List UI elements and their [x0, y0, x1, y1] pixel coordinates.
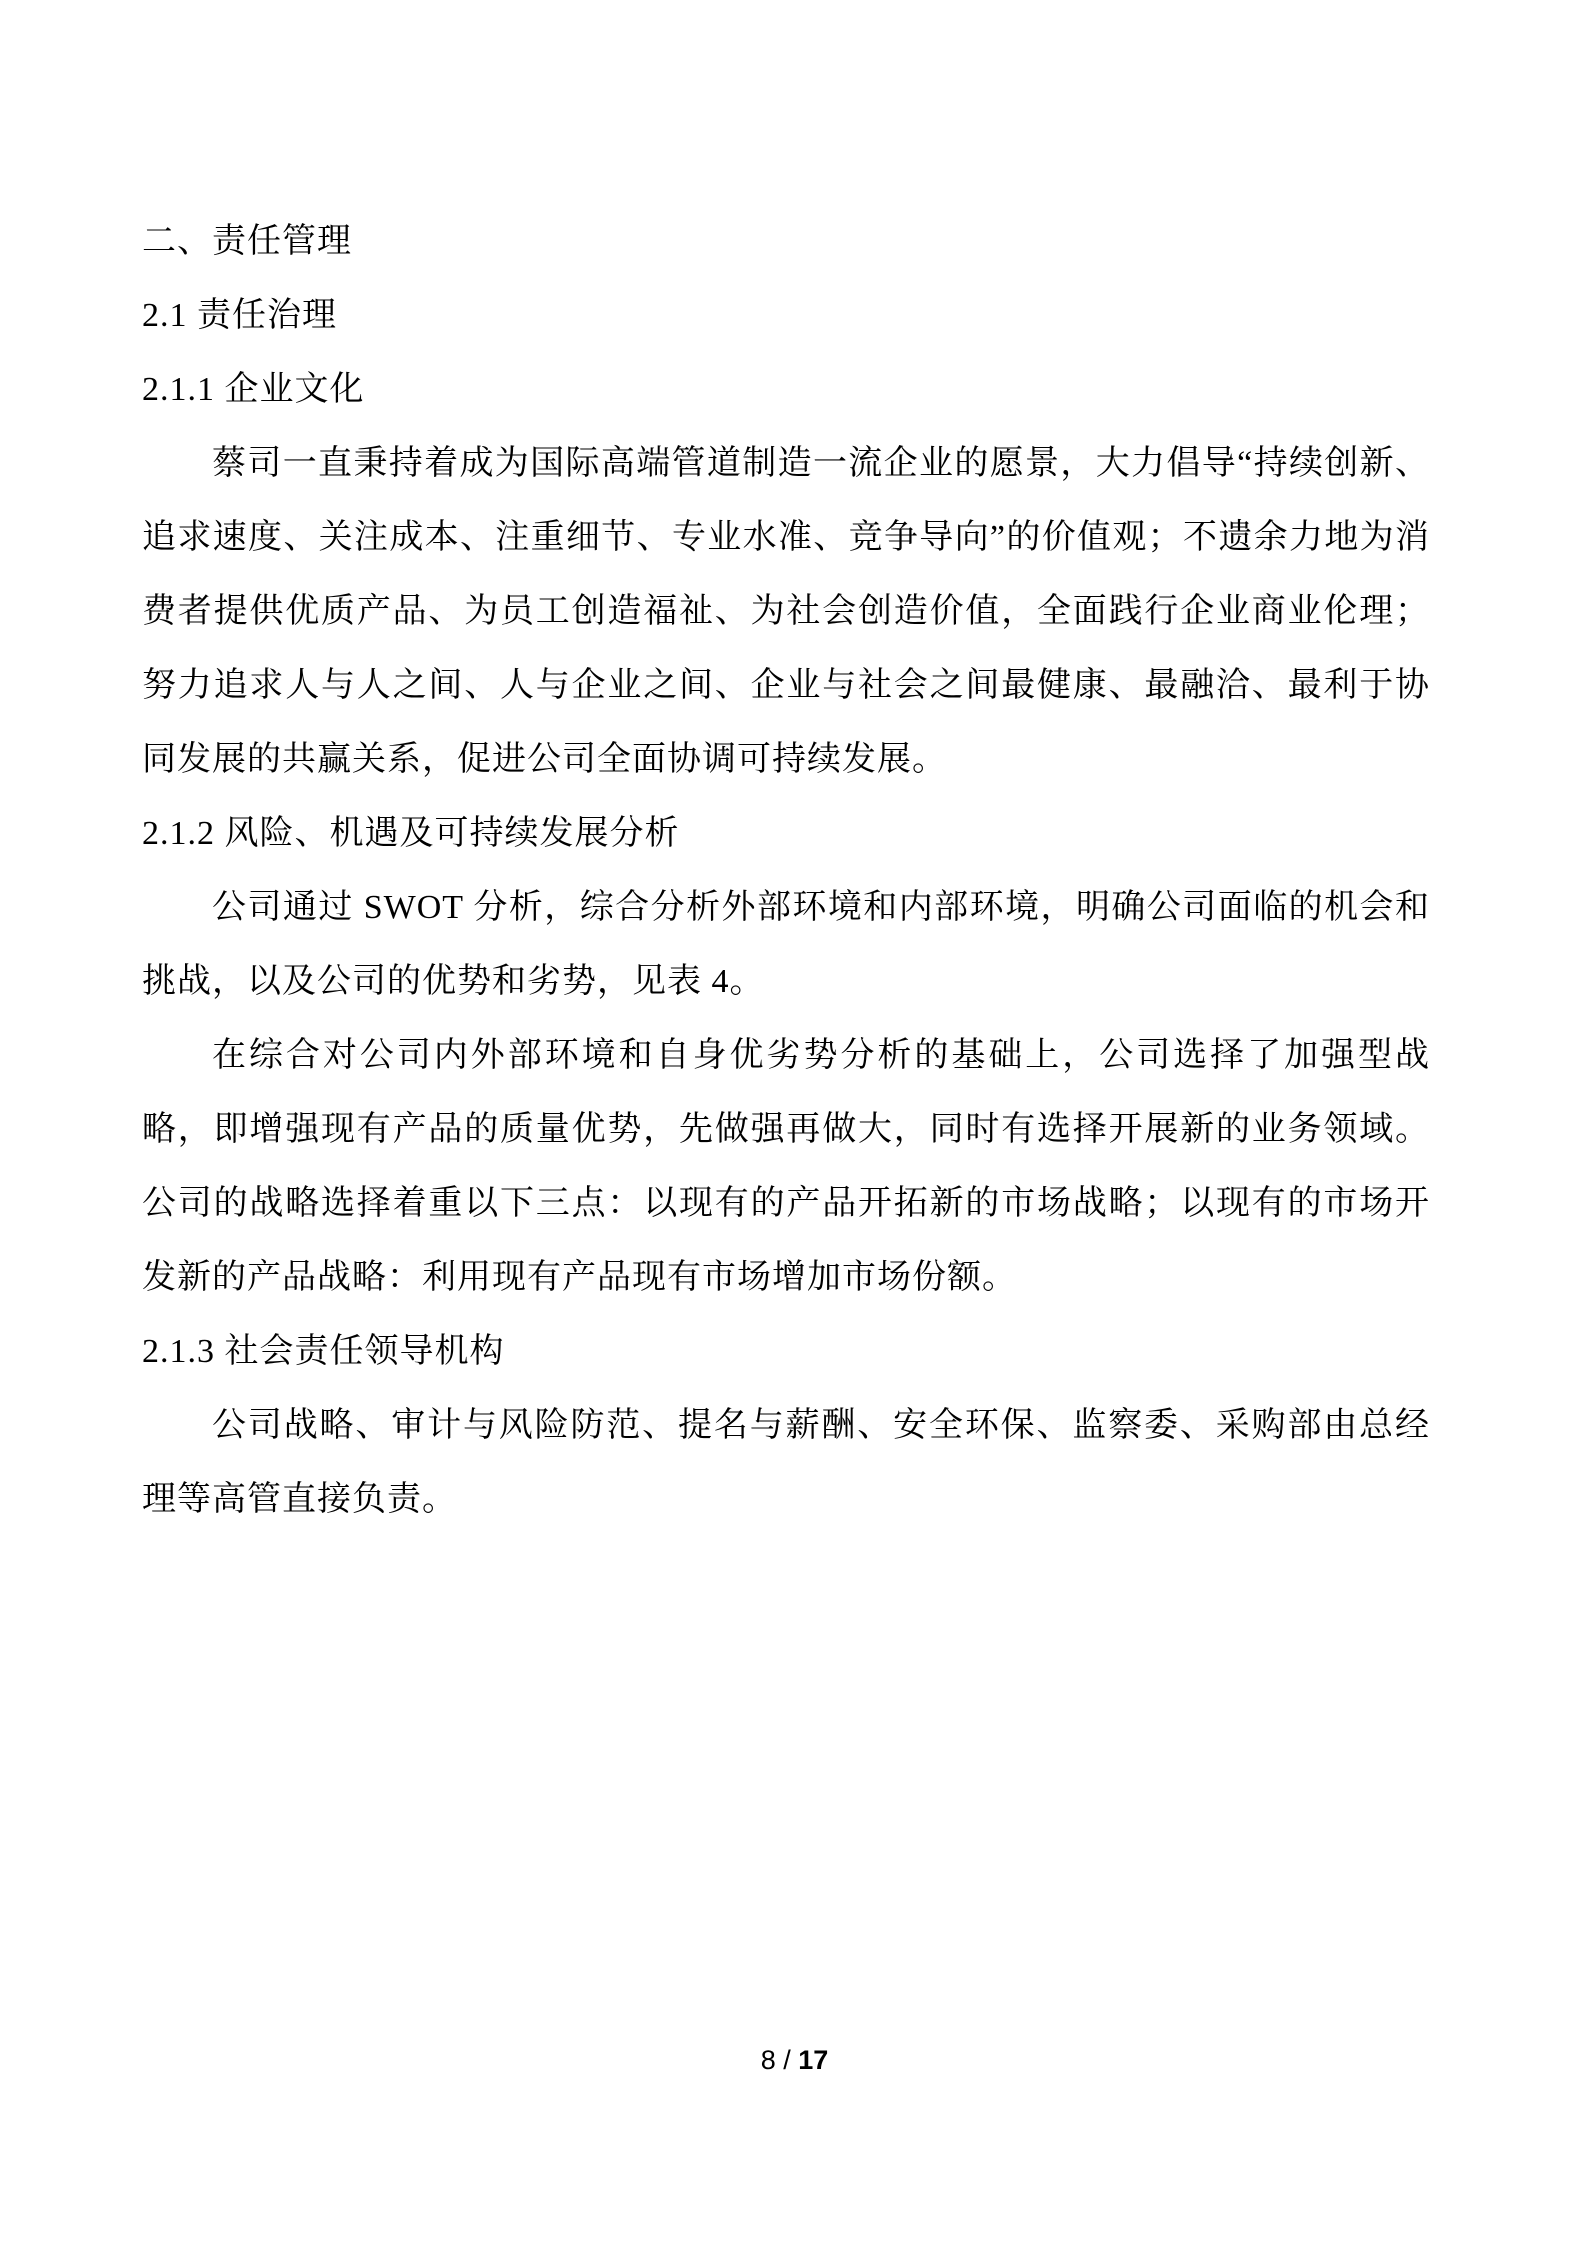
- section-heading-2-1-1: 2.1.1 企业文化: [142, 371, 365, 408]
- body-paragraph-culture: 蔡司一直秉持着成为国际高端管道制造一流企业的愿景，大力倡导“持续创新、追求速度、关注成本、注重细节、专业水准、竞争导向”的价值观；不遗余力地为消费者提供优质产品、为员工创造福祉、为社会创造价值，全面践行企业商业伦理；努力追求人与人之间、人与企业之间、企业与社会之间最健康、最融洽、最利于协同发展的共赢关系，促进公司全面协调可持续发展。: [142, 445, 1430, 778]
- section-heading-2-1-2: 2.1.2 风险、机遇及可持续发展分析: [142, 815, 680, 852]
- page-number-total: 17: [798, 2045, 829, 2075]
- section-heading-2-1: 2.1 责任治理: [142, 297, 337, 334]
- page-footer: [0, 2042, 1589, 2078]
- section-heading-2: 二、责任管理: [142, 223, 352, 260]
- section-heading-2-1-3: 2.1.3 社会责任领导机构: [142, 1333, 505, 1370]
- page-number-separator: /: [783, 2045, 791, 2075]
- body-paragraph-swot: 公司通过 SWOT 分析，综合分析外部环境和内部环境，明确公司面临的机会和挑战，以及公司的优势和劣势，见表 4。: [142, 889, 1430, 1000]
- document-body: [142, 205, 1430, 1537]
- page-number-current: 8: [760, 2045, 776, 2075]
- body-paragraph-strategy: 在综合对公司内外部环境和自身优劣势分析的基础上，公司选择了加强型战略，即增强现有产品的质量优势，先做强再做大，同时有选择开展新的业务领域。公司的战略选择着重以下三点：以现有的产品开拓新的市场战略；以现有的市场开发新的产品战略：利用现有产品现有市场增加市场份额。: [142, 1037, 1430, 1296]
- body-paragraph-leadership: 公司战略、审计与风险防范、提名与薪酬、安全环保、监察委、采购部由总经理等高管直接负责。: [142, 1407, 1430, 1518]
